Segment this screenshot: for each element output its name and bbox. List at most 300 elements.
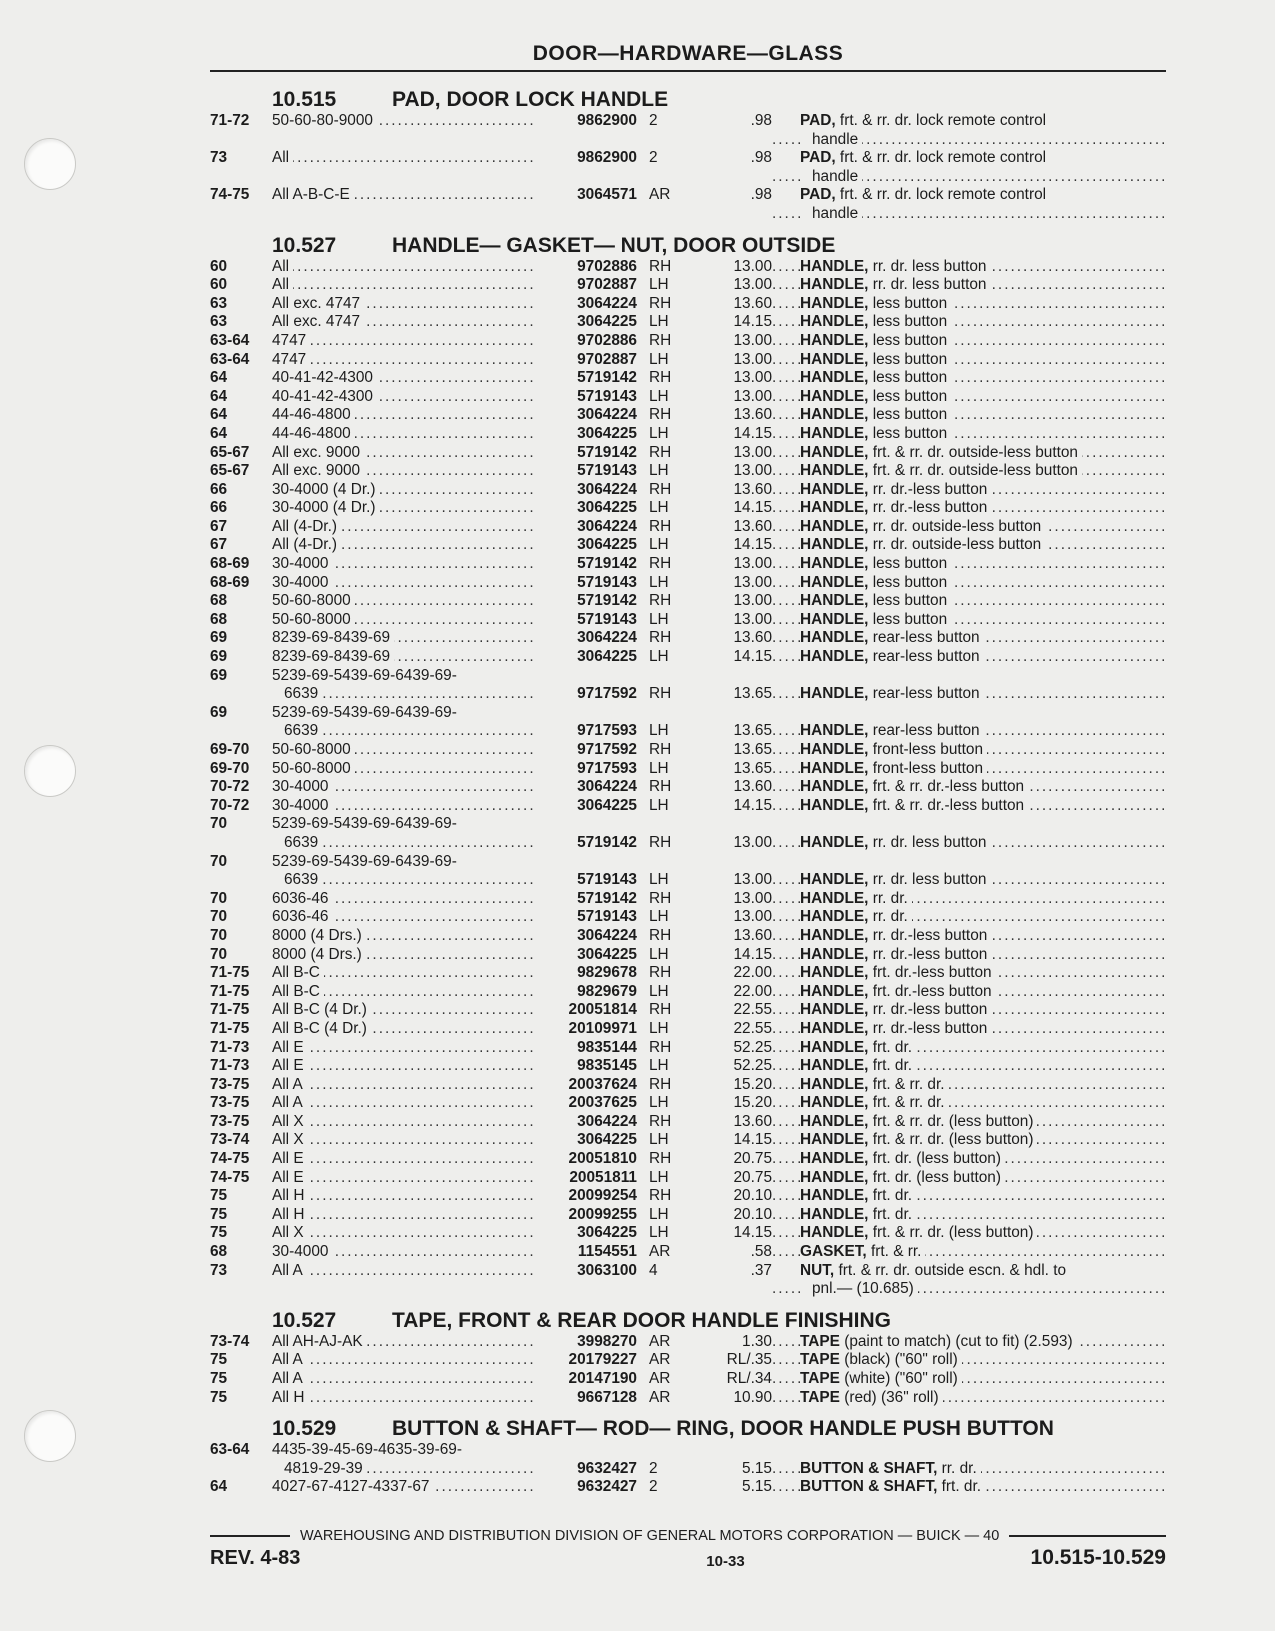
price: 13.65 [733, 741, 772, 758]
section-title: BUTTON & SHAFT— ROD— RING, DOOR HANDLE PUSH BUTTON [392, 1417, 1054, 1441]
description [772, 722, 1166, 741]
model-text: All [272, 276, 293, 293]
model-codes [272, 927, 537, 946]
model-codes [272, 1113, 537, 1132]
description [772, 1333, 1166, 1352]
quantity: LH [649, 908, 669, 926]
description [772, 1169, 1166, 1188]
description-text [800, 1478, 985, 1495]
section-title: HANDLE— GASKET— NUT, DOOR OUTSIDE [392, 233, 836, 257]
item-name: HANDLE, [800, 257, 869, 275]
section-number: 10.515 [272, 88, 337, 111]
description-text [800, 778, 1028, 795]
part-number: 9717593 [577, 759, 637, 777]
part-number: 3064225 [577, 1131, 637, 1149]
item-desc: frt. & rr. dr.-less button [872, 778, 1025, 796]
description-continued: handle [800, 205, 862, 222]
model-text: 30-4000 (4 Dr.) [272, 499, 380, 516]
item-desc: less button [872, 555, 948, 573]
item-desc: frt. dr. [872, 1205, 913, 1223]
description-text [800, 351, 951, 368]
item-name: HANDLE, [800, 629, 869, 647]
item-desc: less button [872, 573, 948, 591]
table-row [210, 555, 1166, 574]
price: 14.15 [733, 1224, 772, 1242]
quantity [643, 205, 699, 224]
model-year: 63-64 [210, 350, 250, 368]
price: 13.00 [733, 443, 772, 461]
quantity: LH [649, 387, 669, 405]
description [772, 1389, 1166, 1408]
section-title: PAD, DOOR LOCK HANDLE [392, 88, 669, 111]
description-text [800, 908, 912, 925]
table-row [210, 908, 1166, 927]
item-desc: less button [872, 406, 948, 424]
description [772, 1020, 1166, 1039]
price: 13.60 [733, 517, 772, 535]
price: 20.75 [733, 1150, 772, 1168]
description-continued: handle [800, 131, 862, 148]
description-text [800, 834, 990, 851]
model-year: 70-72 [210, 796, 250, 814]
item-desc: less button [872, 592, 948, 610]
part-number [537, 205, 643, 224]
model-year: 71-75 [210, 982, 250, 1000]
item-name: HANDLE, [800, 833, 869, 851]
table-row [210, 1280, 1166, 1299]
model-codes [272, 1001, 537, 1020]
model-codes [272, 1224, 537, 1243]
model-text: 4747 [272, 351, 310, 368]
model-codes [272, 1460, 537, 1479]
quantity: RH [649, 294, 672, 312]
table-row [210, 1169, 1166, 1188]
quantity: RH [649, 685, 672, 703]
item-name: HANDLE, [800, 424, 869, 442]
item-desc: frt. & rr. dr. outside escn. & hdl. to [838, 1261, 1067, 1279]
table-row [210, 112, 1166, 131]
description-text [800, 1001, 991, 1018]
description-text [800, 1370, 962, 1387]
model-text: 6639 [272, 834, 322, 851]
model-year: 71-75 [210, 964, 250, 982]
model-codes [272, 295, 537, 314]
item-desc: frt. dr. (less button) [872, 1150, 1001, 1168]
description-text [800, 648, 984, 665]
part-number: 9835145 [577, 1057, 637, 1075]
table-row [210, 648, 1166, 667]
quantity: LH [649, 982, 669, 1000]
price: 13.00 [733, 555, 772, 573]
model-text: 4747 [272, 332, 310, 349]
table-row [210, 295, 1166, 314]
item-desc: rr. dr. less button [872, 833, 987, 851]
model-year [210, 685, 272, 704]
description [772, 964, 1166, 983]
item-name: HANDLE, [800, 517, 869, 535]
description-text [800, 425, 951, 442]
quantity: RH [649, 592, 672, 610]
part-number: 3064224 [577, 294, 637, 312]
model-year: 69 [210, 648, 228, 666]
model-codes [272, 1478, 537, 1497]
footer-rule-left [210, 1535, 290, 1537]
quantity: LH [649, 610, 669, 628]
item-desc: frt. & rr. dr. (less button) [872, 1224, 1034, 1242]
table-row [210, 1020, 1166, 1039]
item-desc: frt. & rr. dr. lock remote control [839, 186, 1047, 204]
description-text [800, 555, 951, 572]
model-codes [272, 369, 537, 388]
table-row [210, 1076, 1166, 1095]
table-row [210, 351, 1166, 370]
part-number: 5719142 [577, 592, 637, 610]
quantity: 2 [649, 1459, 658, 1477]
quantity: RH [649, 1150, 672, 1168]
model-text: All [272, 258, 293, 275]
price: 13.00 [733, 387, 772, 405]
item-name: HANDLE, [800, 610, 869, 628]
model-year: 74-75 [210, 1168, 250, 1186]
item-name: HANDLE, [800, 796, 869, 814]
part-number [537, 131, 643, 150]
description [772, 871, 1166, 890]
model-year: 71-73 [210, 1038, 250, 1056]
description-text [800, 722, 984, 739]
model-text: 44-46-4800 [272, 406, 355, 423]
item-name: HANDLE, [800, 1038, 869, 1056]
table-row [210, 313, 1166, 332]
description-text [800, 1460, 981, 1477]
item-name: HANDLE, [800, 1019, 869, 1037]
model-year: 64 [210, 1478, 228, 1496]
description-text [800, 406, 951, 423]
table-row [210, 1243, 1166, 1262]
item-name: HANDLE, [800, 741, 869, 758]
description-text [800, 388, 951, 405]
quantity: 4 [649, 1261, 658, 1279]
model-text: All A [272, 1262, 307, 1279]
model-year: 71-72 [210, 112, 250, 129]
model-text: All (4-Dr.) [272, 536, 341, 553]
description-text [800, 332, 951, 349]
page-number: 10-33 [706, 1553, 745, 1570]
model-codes [272, 444, 537, 463]
item-desc: less button [872, 387, 948, 405]
item-name: HANDLE, [800, 759, 869, 777]
section-number: 10.527 [272, 233, 337, 257]
quantity: LH [649, 350, 669, 368]
part-number: 9835144 [577, 1038, 637, 1056]
part-number: 3064224 [577, 778, 637, 796]
description [772, 555, 1166, 574]
model-year: 73 [210, 1261, 228, 1279]
part-number: 3064225 [577, 536, 637, 554]
part-number: 9717592 [577, 685, 637, 703]
item-desc: rr. dr.-less button [872, 945, 988, 963]
part-number: 5719143 [577, 908, 637, 926]
item-desc: frt. & rr. dr. outside-less button [872, 443, 1078, 461]
description [772, 574, 1166, 593]
quantity: AR [649, 1243, 671, 1261]
section-header [210, 78, 1166, 112]
description-text [800, 1243, 925, 1260]
model-year: 67 [210, 517, 228, 535]
part-number: 5719143 [577, 573, 637, 591]
model-codes [272, 1333, 537, 1352]
model-codes [272, 778, 537, 797]
item-desc: rr. dr. less button [872, 871, 987, 889]
model-year: 73-75 [210, 1075, 250, 1093]
model-year: 60 [210, 257, 228, 275]
part-number: 20099254 [568, 1187, 637, 1205]
model-year: 70 [210, 945, 228, 963]
model-year [210, 722, 272, 741]
description-text [800, 1131, 1037, 1148]
part-number: 9702886 [577, 331, 637, 349]
model-text: All exc. 9000 [272, 444, 364, 461]
quantity: RH [649, 629, 672, 647]
description [772, 205, 1166, 224]
model-year: 70 [210, 926, 228, 944]
part-number: 3064225 [577, 1224, 637, 1242]
price: 13.60 [733, 406, 772, 424]
quantity: LH [649, 648, 669, 666]
item-name: HANDLE, [800, 592, 869, 610]
model-codes [272, 1280, 537, 1299]
description [772, 741, 1166, 760]
price: 13.00 [733, 462, 772, 480]
description [772, 946, 1166, 965]
quantity: RH [649, 369, 672, 387]
description [772, 760, 1166, 779]
description [772, 834, 1166, 853]
item-desc: (red) (36" roll) [844, 1388, 939, 1406]
quantity: LH [649, 313, 669, 331]
quantity: 2 [649, 149, 658, 167]
item-desc: frt. & rr. dr. lock remote control [839, 112, 1047, 129]
part-number: 9862900 [577, 112, 637, 129]
model-year: 73-75 [210, 1112, 250, 1130]
part-number: 9702886 [577, 257, 637, 275]
description [772, 518, 1166, 537]
item-desc: frt. & rr. dr.-less button [872, 796, 1025, 814]
quantity: LH [649, 759, 669, 777]
table-row [210, 186, 1166, 205]
part-number: 3064225 [577, 424, 637, 442]
table-row [210, 1057, 1166, 1076]
quantity: LH [649, 536, 669, 554]
description [772, 481, 1166, 500]
model-codes [272, 574, 537, 593]
table-row [210, 481, 1166, 500]
model-year: 65-67 [210, 443, 250, 461]
model-codes [272, 760, 537, 779]
model-year: 69-70 [210, 741, 250, 758]
quantity: LH [649, 722, 669, 740]
description-text [800, 1206, 916, 1223]
item-name: HANDLE, [800, 889, 869, 907]
table-row [210, 131, 1166, 150]
model-year: 70-72 [210, 778, 250, 796]
description [772, 1224, 1166, 1243]
table-row [210, 592, 1166, 611]
item-name: TAPE [800, 1370, 840, 1387]
description [772, 1150, 1166, 1169]
model-year: 69-70 [210, 759, 250, 777]
table-row [210, 815, 1166, 834]
item-name: HANDLE, [800, 982, 869, 1000]
quantity: 2 [649, 112, 658, 129]
price [699, 131, 772, 150]
part-number: 3063100 [577, 1261, 637, 1279]
price: 22.55 [733, 1019, 772, 1037]
quantity: LH [649, 1205, 669, 1223]
description-text [800, 946, 991, 963]
quantity: LH [649, 424, 669, 442]
table-row [210, 797, 1166, 816]
model-codes: 5239-69-5439-69-6439-69- [272, 815, 457, 833]
description [772, 1262, 1166, 1281]
table-row [210, 332, 1166, 351]
table-row [210, 1460, 1166, 1479]
model-codes [272, 112, 537, 131]
item-name: HANDLE, [800, 778, 869, 796]
model-text: All AH-AJ-AK [272, 1333, 367, 1350]
description-text [800, 685, 984, 702]
footer [210, 1546, 1166, 1570]
item-name: HANDLE, [800, 945, 869, 963]
description-text [800, 499, 991, 516]
description [772, 425, 1166, 444]
quantity [643, 168, 699, 187]
description-text [800, 444, 1082, 461]
description [772, 1039, 1166, 1058]
model-codes [272, 797, 537, 816]
item-name: BUTTON & SHAFT, [800, 1478, 938, 1496]
description [772, 1001, 1166, 1020]
part-number: 3064224 [577, 480, 637, 498]
item-desc: frt. dr.-less button [872, 982, 992, 1000]
description-text [800, 369, 951, 386]
header-rule [210, 70, 1166, 72]
part-number: 9829679 [577, 982, 637, 1000]
item-desc: rr. dr. [872, 889, 908, 907]
item-desc: front-less button [872, 759, 984, 777]
price: 13.00 [733, 350, 772, 368]
part-number: 9829678 [577, 964, 637, 982]
description [772, 778, 1166, 797]
model-year: 68 [210, 1243, 228, 1261]
item-name: HANDLE, [800, 1057, 869, 1075]
item-name: HANDLE, [800, 313, 869, 331]
revision-label: REV. 4-83 [210, 1547, 301, 1569]
part-number: 3064225 [577, 499, 637, 517]
model-codes [272, 1206, 537, 1225]
model-codes [272, 462, 537, 481]
model-year: 68-69 [210, 555, 250, 573]
model-text: 8000 (4 Drs.) [272, 946, 366, 963]
price: 13.60 [733, 629, 772, 647]
quantity: LH [649, 1094, 669, 1112]
part-number: 20037625 [568, 1094, 637, 1112]
description-text [800, 1351, 962, 1368]
model-year: 69 [210, 629, 228, 647]
description-text [800, 1224, 1037, 1241]
description-text [800, 1262, 1070, 1279]
part-number: 20179227 [568, 1351, 637, 1369]
table-row [210, 518, 1166, 537]
table-row [210, 722, 1166, 741]
part-number: 3064225 [577, 313, 637, 331]
quantity: AR [649, 1388, 671, 1406]
model-text: 50-60-8000 [272, 741, 355, 758]
item-name: HANDLE, [800, 369, 869, 387]
table-row [210, 1039, 1166, 1058]
description [772, 1460, 1166, 1479]
item-name: BUTTON & SHAFT, [800, 1459, 938, 1477]
model-text: All E [272, 1039, 308, 1056]
description [772, 648, 1166, 667]
item-desc: less button [872, 424, 948, 442]
part-number: 5719142 [577, 889, 637, 907]
item-name: PAD, [800, 112, 836, 129]
description-text [800, 313, 951, 330]
model-text: All exc. 9000 [272, 462, 364, 479]
price: 13.00 [733, 592, 772, 610]
model-text: All A [272, 1076, 307, 1093]
table-row [210, 1150, 1166, 1169]
model-codes [272, 388, 537, 407]
item-desc: rr. dr. [941, 1459, 977, 1477]
model-year: 63-64 [210, 1441, 250, 1459]
price: 20.75 [733, 1168, 772, 1186]
model-codes [272, 741, 537, 760]
description [772, 313, 1166, 332]
description [772, 1243, 1166, 1262]
item-name: HANDLE, [800, 1224, 869, 1242]
description-continued: handle [800, 168, 862, 185]
table-row [210, 946, 1166, 965]
model-year [210, 205, 272, 224]
description-text [800, 481, 991, 498]
quantity: 2 [649, 1478, 658, 1496]
table-row [210, 1370, 1166, 1389]
model-codes [272, 685, 537, 704]
item-desc: frt. dr. [872, 1187, 913, 1205]
model-year: 71-75 [210, 1001, 250, 1019]
item-name: HANDLE, [800, 1112, 869, 1130]
model-year: 71-75 [210, 1019, 250, 1037]
section-header [210, 1299, 1166, 1333]
table-row [210, 629, 1166, 648]
model-codes [272, 611, 537, 630]
model-codes [272, 205, 537, 224]
quantity: RH [649, 257, 672, 275]
model-text: All B-C [272, 983, 324, 1000]
part-number: 20109971 [568, 1019, 637, 1037]
description [772, 112, 1166, 131]
model-year: 69 [210, 666, 228, 684]
model-year: 74-75 [210, 186, 250, 204]
item-desc: rr. dr.-less button [872, 926, 988, 944]
table-row [210, 1131, 1166, 1150]
model-text: All X [272, 1131, 308, 1148]
quantity: LH [649, 1168, 669, 1186]
model-year: 75 [210, 1205, 228, 1223]
description [772, 797, 1166, 816]
item-name: HANDLE, [800, 555, 869, 573]
